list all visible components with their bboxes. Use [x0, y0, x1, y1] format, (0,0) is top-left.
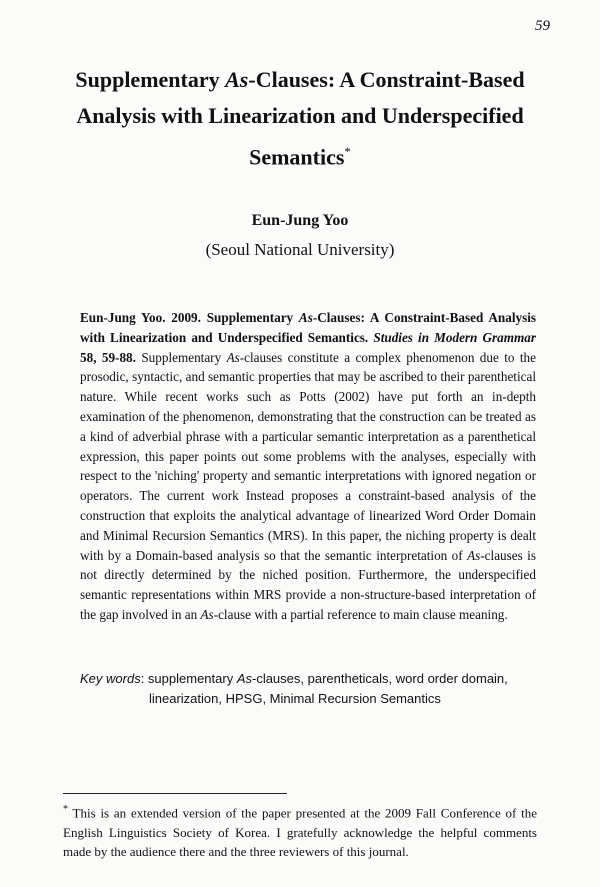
- author-name: Eun-Jung Yoo: [251, 212, 349, 229]
- abstract-text-3: -clauses is not directly determined by the niched position. Furthermore, the underspecified semantic representations within MRS provide a non-structure-based interpretation of the gap involved in an: [80, 547, 536, 622]
- abstract-as-3: As: [200, 606, 214, 622]
- abstract: [80, 308, 536, 625]
- volume-pages: 58, 59-88.: [80, 349, 136, 365]
- abstract-text-2: -clauses constitute a complex phenomenon due to the prosodic, syntactic, and semantic properties that may be ascribed to their parenthetical nature. While recent works such as Potts (2002) have put forth an in-depth examination of the phenomenon, demonstrating that the construction can be treated as a kind of adverbial phrase with a particular semantic interpretation as a parenthetical expression, this paper points out some problems with the analyses, especially with respect to the 'niching' property and semantic interpretations with ignored negation or operators. The current work Instead proposes a constraint-based analysis of the construction that exploits the analytical advantage of linearized Word Order Domain and Minimal Recursion Semantics (MRS). In this paper, the niching property is dealt with by a Domain-based analysis so that the semantic interpretation of: [80, 349, 536, 563]
- citation-as-italic: As: [298, 310, 313, 325]
- title-footnote-marker: *: [344, 144, 351, 159]
- abstract-as-1: As: [226, 349, 240, 365]
- citation-part1: Eun-Jung Yoo. 2009. Supplementary: [80, 310, 299, 325]
- paper-title: [40, 62, 560, 175]
- title-part1: Supplementary: [75, 67, 226, 92]
- keywords-label: Key words: [80, 671, 141, 686]
- keywords-as: As: [236, 671, 252, 686]
- keywords-colon: : supplementary: [140, 671, 237, 686]
- keywords: [80, 669, 550, 709]
- footnote: [63, 800, 537, 862]
- title-as-italic: As: [225, 67, 249, 92]
- abstract-text-1: Supplementary: [135, 349, 227, 365]
- keywords-line2: linearization, HPSG, Minimal Recursion Semantics: [149, 691, 441, 706]
- keywords-rest: -clauses, parentheticals, word order domain,: [251, 671, 508, 686]
- citation-part2: -Clauses: A Constraint-Based Analysis with Linearization and Underspecified Semantics.: [80, 310, 536, 345]
- footnote-text: This is an extended version of the paper presented at the 2009 Fall Conference of the English Linguistics Society of Korea. I gratefully acknowledge the helpful comments made by the audience there and the three reviewers of this journal.: [63, 805, 537, 860]
- abstract-text-4: -clause with a partial reference to main clause meaning.: [213, 606, 508, 622]
- title-part2: -Clauses: A Constraint-Based Analysis with Linearization and Underspecified Semantics: [76, 67, 525, 170]
- footnote-divider: [63, 793, 287, 794]
- footnote-marker: *: [63, 804, 68, 815]
- abstract-as-2: As: [467, 547, 481, 563]
- journal-name: Studies in Modern Grammar: [373, 329, 536, 345]
- author-affiliation: (Seoul National University): [205, 240, 395, 259]
- page-number: 59: [535, 18, 550, 34]
